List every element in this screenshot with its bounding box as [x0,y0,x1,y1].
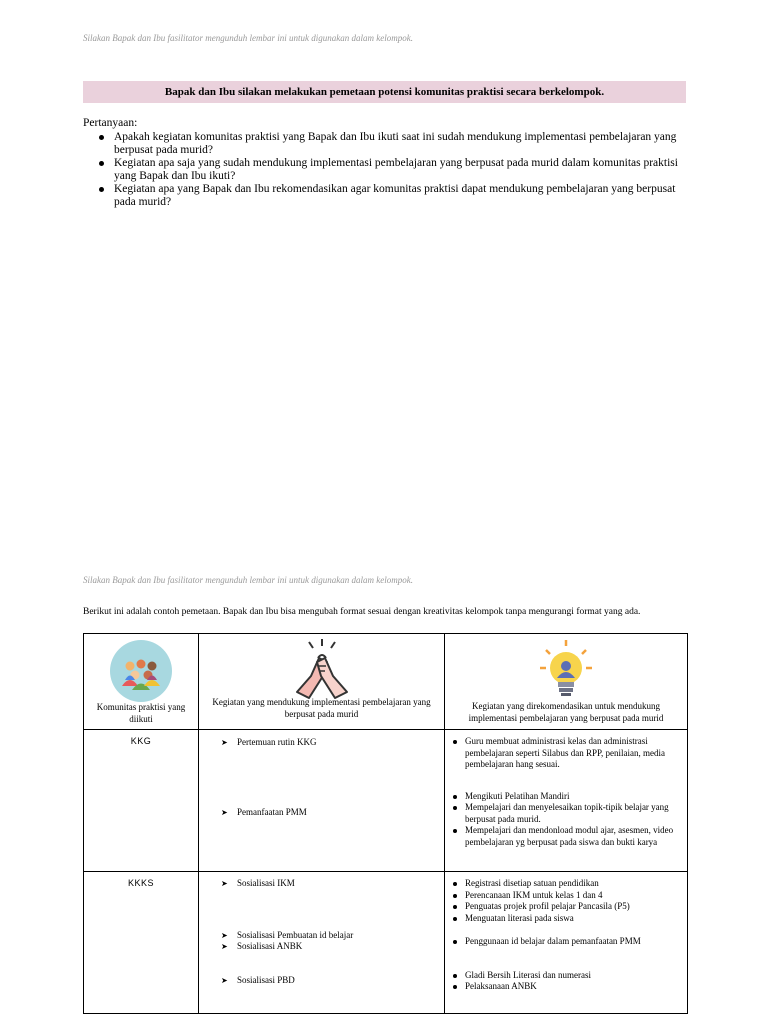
question-item: Kegiatan apa yang Bapak dan Ibu rekomendasikan agar komunitas praktisi dapat mendukung pembelajaran yang berpusat pada murid? [114,183,683,209]
recommendation-item: Guru membuat administrasi kelas dan administrasi pembelajaran seperti Silabus dan RPP, penilaian, media pembelajaran hang sesuai. [445,736,687,771]
header-label-community: Komunitas praktisi yang diikuti [96,702,186,724]
intro-text: Berikut ini adalah contoh pemetaan. Bapak dan Ibu bisa mengubah format sesuai dengan kreativitas kelompok tanpa mengurangi format yang ada. [83,607,641,617]
recommendation-item: Menguatan literasi pada siswa [445,913,687,925]
activity-item: ➤ Pertemuan rutin KKG [199,737,444,749]
recommendation-list [445,736,687,771]
recommendation-item: Perencanaan IKM untuk kelas 1 dan 4 [445,890,687,902]
instruction-note-top: Silakan Bapak dan Ibu fasilitator mengunduh lembar ini untuk digunakan dalam kelompok. [83,33,413,43]
recommendation-list [445,936,687,948]
activity-list [199,975,444,987]
handshake-icon [289,636,355,706]
table-row [84,730,688,872]
activity-list [199,807,444,819]
recommendation-item: Gladi Bersih Literasi dan numerasi [445,970,687,982]
recommendation-list [445,970,687,993]
table-header-row [84,634,688,730]
header-label-recommendations: Kegiatan yang direkomendasikan untuk mendukung implementasi pembelajaran yang berpusat pada murid [468,701,664,723]
recommendation-item: Mengikuti Pelatihan Mandiri [445,791,687,803]
banner-title: Bapak dan Ibu silakan melakukan pemetaan potensi komunitas praktisi secara berkelompok. [164,86,605,98]
section-banner [83,81,686,103]
recommendation-list [445,791,687,849]
activity-item: ➤ Pemanfaatan PMM [199,807,444,819]
activity-item: ➤ Sosialisasi PBD [199,975,444,987]
activity-item: ➤ Sosialisasi Pembuatan id belajar [199,930,444,942]
activity-list [199,878,444,890]
header-cell-community [84,634,199,730]
recommendation-item: Penguatas projek profil pelajar Pancasila (P5) [445,901,687,913]
activity-list [199,930,444,953]
header-label-activities: Kegiatan yang mendukung implementasi pembelajaran yang berpusat pada murid [212,697,431,719]
mapping-table [83,633,688,1014]
community-people-icon [110,640,172,706]
recommendation-item: Mempelajari dan menyelesaikan topik-tipik belajar yang berpusat pada murid. [445,802,687,825]
header-cell-recommendations [445,634,688,730]
community-name: KKKS [84,872,199,1014]
recommendation-item: Mempelajari dan mendonload modul ajar, asesmen, video pembelajaran yg berpusat pada siswa dan bukti karya [445,825,687,848]
recommendation-item: Registrasi disetiap satuan pendidikan [445,878,687,890]
header-cell-activities [199,634,445,730]
recommendation-cell [445,730,688,872]
instruction-note-bottom: Silakan Bapak dan Ibu fasilitator mengunduh lembar ini untuk digunakan dalam kelompok. [83,575,413,585]
activity-list [199,737,444,749]
recommendation-item: Penggunaan id belajar dalam pemanfaatan PMM [445,936,687,948]
recommendation-list [445,878,687,924]
table-row [84,872,688,1014]
questions-block [83,117,683,209]
lightbulb-icon [536,638,596,704]
recommendation-cell [445,872,688,1014]
activity-item: ➤ Sosialisasi IKM [199,878,444,890]
activity-item: ➤ Sosialisasi ANBK [199,941,444,953]
recommendation-item: Pelaksanaan ANBK [445,981,687,993]
question-item: Apakah kegiatan komunitas praktisi yang Bapak dan Ibu ikuti saat ini sudah mendukung implementasi pembelajaran yang berpusat pada murid? [114,131,683,157]
questions-label: Pertanyaan: [83,117,138,129]
activity-cell [199,872,445,1014]
activity-cell [199,730,445,872]
question-item: Kegiatan apa saja yang sudah mendukung implementasi pembelajaran yang berpusat pada murid dalam komunitas praktisi yang Bapak dan Ibu ikuti? [114,157,683,183]
questions-list [83,131,683,209]
community-name: KKG [84,730,199,872]
